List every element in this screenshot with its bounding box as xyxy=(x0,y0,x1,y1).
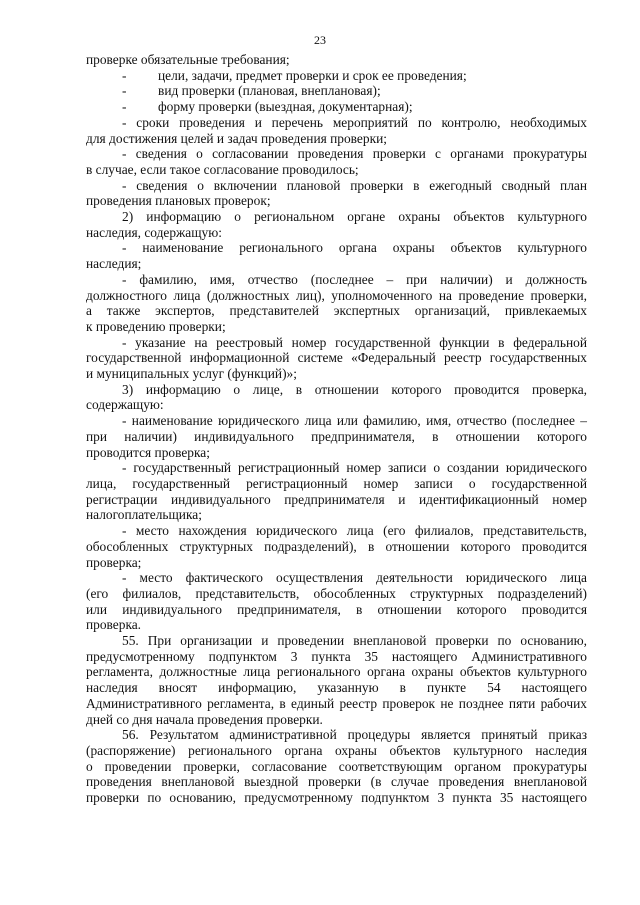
document-line: - место фактического осуществления деятельности юридического лица xyxy=(122,570,587,586)
document-line: и муниципальных услуг (функций)»; xyxy=(86,366,297,382)
document-line: 56. Результатом административной процедуры является принятый приказ xyxy=(122,727,587,743)
document-line: наследия; xyxy=(86,256,142,272)
document-line: к проведению проверки; xyxy=(86,318,226,334)
document-line: или индивидуального предпринимателя, в отношении которого проводится xyxy=(86,601,587,617)
document-line: Административного регламента, в единый реестр проверок не позднее пяти рабочих xyxy=(86,695,587,711)
document-line: а также экспертов, представителей экспертных организаций, привлекаемых xyxy=(86,303,587,319)
document-line: - фамилию, имя, отчество (последнее – при наличии) и должность xyxy=(122,271,587,287)
document-line: (его филиалов, представительств, обособленных структурных подразделений) xyxy=(86,585,587,601)
document-line: о проведении проверки, согласование соответствующим органом прокуратуры xyxy=(86,758,587,774)
document-line xyxy=(86,83,587,99)
document-line: регламента, должностные лица регионального органа охраны объектов культурного xyxy=(86,664,587,680)
document-line: налогоплательщика; xyxy=(86,507,202,523)
document-line: 55. При организации и проведении внеплановой проверки по основанию, xyxy=(122,633,587,649)
list-item-text: цели, задачи, предмет проверки и срок ее проведения; xyxy=(158,67,467,83)
document-line: 2) информацию о региональном органе охраны объектов культурного xyxy=(122,209,587,225)
list-dash: - xyxy=(122,67,127,83)
document-line: проведения плановых проверок; xyxy=(86,193,271,209)
document-line: дней со дня начала проведения проверки. xyxy=(86,711,323,727)
document-line: проверки по основанию, предусмотренному подпунктом 3 пункта 35 настоящего xyxy=(86,790,587,806)
document-line: обособленных структурных подразделений), в отношении которого проводится xyxy=(86,538,587,554)
document-line xyxy=(86,68,587,84)
document-line: - место нахождения юридического лица (его филиалов, представительств, xyxy=(122,523,587,539)
document-line: для достижения целей и задач проведения проверки; xyxy=(86,130,387,146)
list-item-text: вид проверки (плановая, внеплановая); xyxy=(158,83,381,99)
document-line: - государственный регистрационный номер записи о создании юридического xyxy=(122,460,587,476)
document-line: проверке обязательные требования; xyxy=(86,52,290,67)
document-line: содержащую: xyxy=(86,397,164,413)
document-line: наследия, содержащую: xyxy=(86,224,222,240)
document-line: проверка. xyxy=(86,617,142,633)
document-line: наследия вносят информацию, указанную в пункте 54 настоящего xyxy=(86,680,587,696)
list-dash: - xyxy=(122,99,127,115)
document-line: предусмотренному подпунктом 3 пункта 35 настоящего Административного xyxy=(86,648,587,664)
document-line: (распоряжение) регионального органа охраны объектов культурного наследия xyxy=(86,742,587,758)
document-line: проводится проверка; xyxy=(86,444,210,460)
list-item-text: форму проверки (выездная, документарная); xyxy=(158,99,413,115)
list-dash: - xyxy=(122,83,127,99)
document-line: лица, государственный регистрационный номер записи о государственной xyxy=(86,475,587,491)
document-line: - наименование регионального органа охраны объектов культурного xyxy=(122,240,587,256)
document-line: - сведения о включении плановой проверки в ежегодный сводный план xyxy=(122,177,587,193)
document-line: - наименование юридического лица или фамилию, имя, отчество (последнее – xyxy=(122,413,587,429)
document-line xyxy=(86,99,587,115)
document-body xyxy=(86,52,587,806)
document-line: в случае, если такое согласование проводилось; xyxy=(86,161,359,177)
document-line: при наличии) индивидуального предпринимателя, в отношении которого xyxy=(86,428,587,444)
document-line: - сроки проведения и перечень мероприятий по контролю, необходимых xyxy=(122,114,587,130)
document-line: - сведения о согласовании проведения проверки с органами прокуратуры xyxy=(122,146,587,162)
document-line: проверка; xyxy=(86,554,142,570)
document-line: государственной информационной системе «Федеральный реестр государственных xyxy=(86,350,587,366)
page-number: 23 xyxy=(314,33,326,47)
document-line: - указание на реестровый номер государственной функции в федеральной xyxy=(122,334,587,350)
document-line: должностного лица (должностных лиц), уполномоченного на проведение проверки, xyxy=(86,287,587,303)
document-line: регистрации индивидуального предпринимателя и идентификационный номер xyxy=(86,491,587,507)
document-line: 3) информацию о лице, в отношении которого проводится проверка, xyxy=(122,381,587,397)
document-line: проведения внеплановой выездной проверки (в случае проведения внеплановой xyxy=(86,774,587,790)
